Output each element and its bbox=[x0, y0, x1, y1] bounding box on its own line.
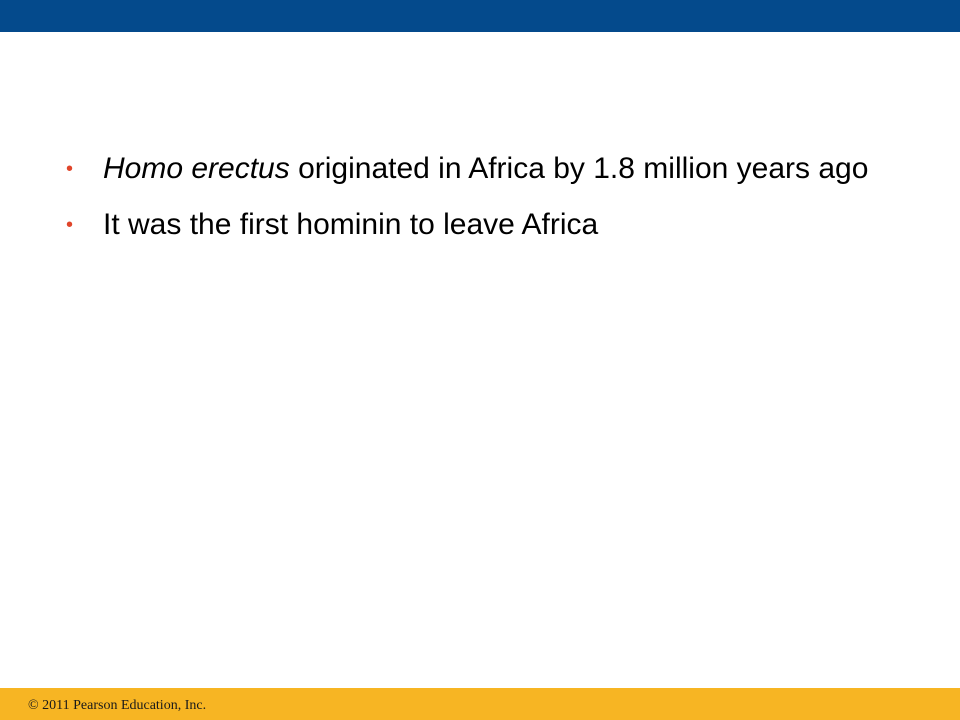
slide-content bbox=[60, 150, 880, 262]
footer-bar bbox=[0, 688, 960, 720]
species-name: Homo erectus bbox=[103, 152, 290, 185]
bullet-text: It was the first hominin to leave Africa bbox=[103, 208, 599, 241]
header-bar bbox=[0, 0, 960, 32]
bullet-list bbox=[60, 150, 880, 244]
bullet-marker-icon: • bbox=[66, 158, 74, 180]
copyright-notice: © 2011 Pearson Education, Inc. bbox=[28, 698, 207, 713]
bullet-marker-icon: • bbox=[66, 214, 74, 236]
bullet-item bbox=[60, 150, 880, 188]
bullet-item bbox=[60, 206, 880, 244]
bullet-text: originated in Africa by 1.8 million years ago bbox=[289, 152, 869, 185]
